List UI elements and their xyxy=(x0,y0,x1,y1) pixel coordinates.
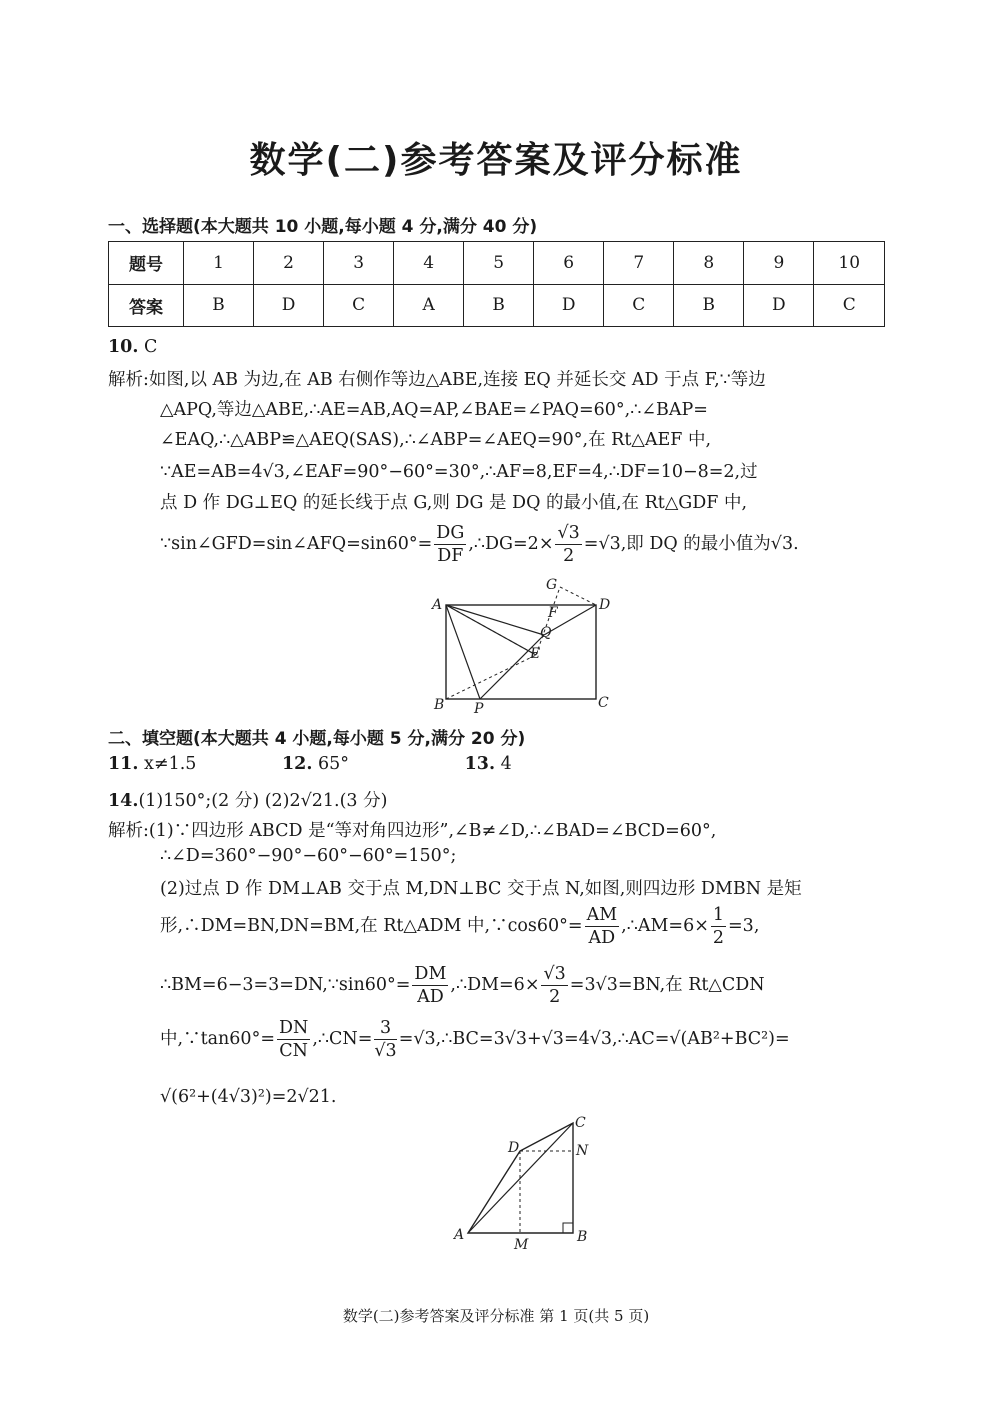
fig1-label-f: F xyxy=(548,605,558,621)
fraction xyxy=(434,522,466,567)
q10-line-3: ∠EAQ,∴△ABP≌△AEQ(SAS),∴∠ABP=∠AEQ=90°,在 Rt△AEF 中, xyxy=(160,430,712,450)
page-footer: 数学(二)参考答案及评分标准 第 1 页(共 5 页) xyxy=(342,1307,650,1325)
answer-table xyxy=(108,241,885,327)
table-cell: 10 xyxy=(814,242,885,285)
segment-aq xyxy=(446,605,544,635)
q14-line-4 xyxy=(160,904,759,949)
q10-l6a: ∵sin∠GFD=sin∠AFQ=sin60°= xyxy=(160,534,433,554)
fill-answers xyxy=(108,754,512,774)
fig1-label-d: D xyxy=(599,597,611,613)
numerator: DM xyxy=(414,964,447,984)
q14-l5c: =3√3=BN,在 Rt△CDN xyxy=(569,975,765,995)
table-header-answer: 答案 xyxy=(109,284,184,327)
denominator: DF xyxy=(437,546,464,566)
fig2-label-a: A xyxy=(454,1227,465,1243)
q14-l6a: 中,∵tan60°= xyxy=(160,1029,275,1049)
q10-line-6 xyxy=(160,522,799,567)
fraction xyxy=(711,904,726,949)
fig1-label-e: E xyxy=(530,646,541,662)
fig2-label-c: C xyxy=(575,1115,586,1131)
table-cell: A xyxy=(394,284,464,327)
q10-l6c: =√3,即 DQ 的最小值为√3. xyxy=(583,534,799,554)
q10-lead: 解析: xyxy=(108,370,149,390)
q11-number: 11. xyxy=(108,754,139,774)
fig1-label-p: P xyxy=(474,701,484,717)
table-cell: B xyxy=(184,284,254,327)
denominator: 2 xyxy=(549,987,561,1007)
q14-l4b: ,∴AM=6× xyxy=(621,916,709,936)
q11-value: x≠1.5 xyxy=(144,754,197,774)
q14-l4c: =3, xyxy=(728,916,760,936)
segment-be xyxy=(446,655,536,699)
denominator: AD xyxy=(588,928,616,948)
segment-eg xyxy=(536,587,560,655)
numerator: √3 xyxy=(557,523,580,543)
q14-text: (1)∵四边形 ABCD 是“等对角四边形”,∠B≠∠D,∴∠BAD=∠BCD=60°, xyxy=(148,821,717,841)
table-cell: 3 xyxy=(324,242,394,285)
numerator: DG xyxy=(436,523,465,543)
fraction xyxy=(277,1017,310,1062)
fig1-label-b: B xyxy=(434,697,445,713)
numerator: 1 xyxy=(712,905,725,925)
q14-l6b: ,∴CN= xyxy=(312,1029,373,1049)
table-row xyxy=(109,284,885,327)
q13-value: 4 xyxy=(500,754,512,774)
figure-quadrilateral xyxy=(450,1115,600,1255)
table-cell: 1 xyxy=(184,242,254,285)
fig1-label-c: C xyxy=(598,695,609,711)
fig2-label-m: M xyxy=(514,1237,529,1253)
fig2-label-n: N xyxy=(576,1143,589,1159)
q14-line-6 xyxy=(160,1017,790,1062)
table-cell: 6 xyxy=(534,242,604,285)
table-cell: 2 xyxy=(254,242,324,285)
q14-lead: 解析: xyxy=(108,821,149,841)
table-cell: D xyxy=(254,284,324,327)
q14-answer-value: (1)150°;(2 分) (2)2√21.(3 分) xyxy=(138,791,388,811)
q14-line-1 xyxy=(108,817,716,842)
q14-line-5 xyxy=(160,963,765,1008)
q12-number: 12. xyxy=(281,754,313,774)
fig2-label-b: B xyxy=(577,1229,588,1245)
section-heading-choice: 一、选择题(本大题共 10 小题,每小题 4 分,满分 40 分) xyxy=(108,217,538,237)
q10-answer-value: C xyxy=(144,337,158,357)
fig2-label-d: D xyxy=(508,1140,520,1156)
q10-answer xyxy=(108,337,157,357)
table-cell: B xyxy=(674,284,744,327)
right-angle-mark xyxy=(563,1223,573,1233)
page-title: 数学(二)参考答案及评分标准 xyxy=(249,140,743,181)
table-cell: D xyxy=(744,284,814,327)
q13-number: 13. xyxy=(464,754,496,774)
table-cell: 7 xyxy=(604,242,674,285)
denominator: √3 xyxy=(374,1041,397,1061)
q14-line-2: ∴∠D=360°−90°−60°−60°=150°; xyxy=(160,846,457,866)
table-cell: 9 xyxy=(744,242,814,285)
figure-rectangle xyxy=(420,575,620,720)
fraction xyxy=(585,904,620,949)
fraction xyxy=(412,963,448,1008)
q14-l6c: =√3,∴BC=3√3+√3=4√3,∴AC=√(AB²+BC²)= xyxy=(398,1029,790,1049)
q14-line-7: √(6²+(4√3)²)=2√21. xyxy=(160,1087,337,1107)
q10-number: 10. xyxy=(108,337,139,357)
q12-value: 65° xyxy=(318,754,350,774)
fraction xyxy=(541,963,567,1008)
table-cell: 8 xyxy=(674,242,744,285)
segment-gd xyxy=(560,587,596,605)
rect-abcd xyxy=(446,605,596,699)
table-header-number: 题号 xyxy=(109,242,184,285)
q10-line-5: 点 D 作 DG⊥EQ 的延长线于点 G,则 DG 是 DQ 的最小值,在 Rt△GDF 中, xyxy=(160,493,748,513)
q14-l5a: ∴BM=6−3=3=DN,∵sin60°= xyxy=(160,975,411,995)
q10-line-2: △APQ,等边△ABE,∴AE=AB,AQ=AP,∠BAE=∠PAQ=60°,∴∠BAP= xyxy=(160,400,708,420)
segment-ae xyxy=(446,605,536,655)
numerator: AM xyxy=(586,905,618,925)
table-cell: 4 xyxy=(394,242,464,285)
table-cell: 5 xyxy=(464,242,534,285)
fraction xyxy=(374,1017,396,1062)
table-cell: C xyxy=(814,284,885,327)
fig1-label-q: Q xyxy=(540,625,552,641)
q10-line-1 xyxy=(108,366,766,391)
q10-line-4: ∵AE=AB=4√3,∠EAF=90°−60°=30°,∴AF=8,EF=4,∴DF=10−8=2,过 xyxy=(160,462,758,482)
section-heading-fill: 二、填空题(本大题共 4 小题,每小题 5 分,满分 20 分) xyxy=(108,729,526,749)
fig1-label-a: A xyxy=(432,597,443,613)
q14-number: 14. xyxy=(108,791,139,811)
numerator: √3 xyxy=(543,964,566,984)
denominator: 2 xyxy=(563,546,575,566)
denominator: 2 xyxy=(712,928,725,948)
fraction xyxy=(555,522,581,567)
numerator: DN xyxy=(278,1018,309,1038)
q10-text: 如图,以 AB 为边,在 AB 右侧作等边△ABE,连接 EQ 并延长交 AD 于点 F,∵等边 xyxy=(148,370,766,390)
numerator: 3 xyxy=(374,1017,396,1040)
q10-l6b: ,∴DG=2× xyxy=(468,534,554,554)
q14-line-3: (2)过点 D 作 DM⊥AB 交于点 M,DN⊥BC 交于点 N,如图,则四边形 DMBN 是矩 xyxy=(160,879,802,899)
table-cell: B xyxy=(464,284,534,327)
table-cell: C xyxy=(604,284,674,327)
q14-answer xyxy=(108,787,387,812)
fig1-label-g: G xyxy=(546,577,558,593)
table-row xyxy=(109,242,885,285)
table-cell: C xyxy=(324,284,394,327)
q14-l4a: 形,∴DM=BN,DN=BM,在 Rt△ADM 中,∵cos60°= xyxy=(160,916,583,936)
denominator: AD xyxy=(417,987,444,1007)
table-cell: D xyxy=(534,284,604,327)
denominator: CN xyxy=(279,1041,308,1061)
q14-l5b: ,∴DM=6× xyxy=(450,975,540,995)
